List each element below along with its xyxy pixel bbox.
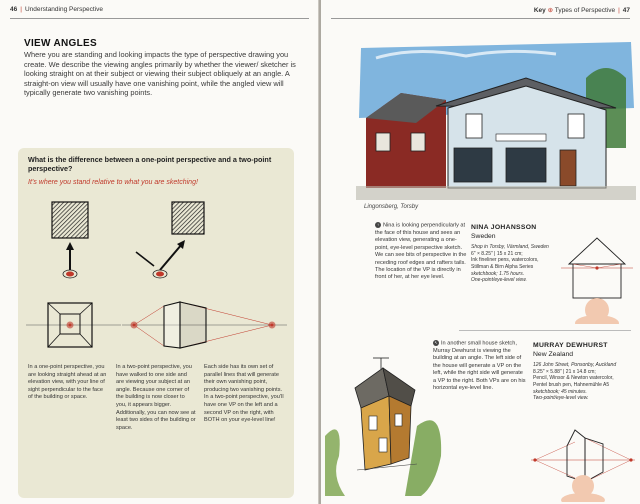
caption-murray xyxy=(433,340,527,392)
right-page-number: 47 xyxy=(622,7,630,14)
artist-murray-detail: Two-point/eye-level view. xyxy=(533,395,589,402)
artist-murray-country: New Zealand xyxy=(533,350,574,358)
artist-nina-country: Sweden xyxy=(471,232,496,240)
running-head-separator-right: | xyxy=(618,7,620,14)
artist-nina-detail: Stillman & Birn Alpha Series xyxy=(471,263,534,270)
caption-murray-text: In another small house sketch, Murray Dewhurst is viewing the building at an angle. The left side of the house will generate a VP on the left, while the right side will generate a VP to the right. Both VPs are on his horizontal eye-level line. xyxy=(433,340,526,391)
artist-murray-detail: 8.25" × 5.88" | 21 x 14.8 cm; xyxy=(533,368,596,375)
two-point-box-diagram xyxy=(122,298,287,353)
artist-nina-detail: One-point/eye-level view. xyxy=(471,277,527,284)
two-point-house-diagram xyxy=(531,420,635,502)
sketch-signature: Lingonsberg, Torsby xyxy=(364,204,419,210)
artist-nina-meta xyxy=(471,244,561,284)
right-header-rule xyxy=(331,18,630,19)
artist-nina-name: NINA JOHANSSON xyxy=(471,224,537,231)
artist-nina-detail: sketchbook; 1.75 hours. xyxy=(471,270,525,277)
artist-murray-detail: sketchbook; 45 minutes. xyxy=(533,388,587,395)
right-page xyxy=(321,0,640,504)
sidebar-column-1: In a one-point perspective, you are looking straight ahead at an elevation view, with your line of sight perpendicular to the face of the building or space. xyxy=(28,364,107,401)
section-title: VIEW ANGLES xyxy=(24,38,97,49)
caption-arrow-icon: ↑ xyxy=(377,222,379,227)
artist-nina xyxy=(471,224,561,284)
sidebar-box xyxy=(18,148,294,498)
left-page-number: 46 xyxy=(10,6,18,13)
right-running-head xyxy=(534,6,630,14)
sidebar-column-3: Each side has its own set of parallel lines that will generate their own vanishing point, producing two vanishing points. In a two-point perspective, you’ll have one VP on the left and a second VP on the right, with BOTH on your eye-level line! xyxy=(204,364,284,424)
left-page xyxy=(0,0,319,504)
artist-nina-location: Shop in Torsby, Värmland, Sweden xyxy=(471,244,549,251)
artist-murray-location: 126 John Street, Ponsonby, Auckland xyxy=(533,362,617,369)
caption-nina-text: Nina is looking perpendicularly at the face of this house and sees an elevation view, generating a one-point, eye-level perspective sketch. We can see bits of perspective in the receding roof edges and rafters tails. The location of the VP is directly in front of her, at her eye level. xyxy=(375,222,467,281)
shop-sketch-illustration xyxy=(356,38,636,213)
one-point-box-diagram xyxy=(26,298,121,353)
intro-paragraph: Where you are standing and looking impacts the type of perspective drawing you create. We describe the viewing angles primarily by whether the viewer/ sketcher is looking straight on at their subject or viewing their subject obliquely at an angle. A straight-on view will usually have one vanishing point, while the angled view will typically generate two vanishing points. xyxy=(24,50,296,98)
artist-nina-detail: Ink fineliner pens, watercolors, xyxy=(471,257,539,264)
two-point-viewer-diagram xyxy=(130,200,210,280)
one-point-house-diagram xyxy=(559,224,635,324)
artist-murray-detail: Pencil, Winsor & Newton watercolor, xyxy=(533,375,614,382)
one-point-viewer-diagram xyxy=(40,200,110,280)
left-running-head xyxy=(10,6,103,13)
artist-murray-detail: Pentel brush pen, Hahnemühle A5 xyxy=(533,381,610,388)
right-running-head-title: Types of Perspective xyxy=(554,7,616,14)
sidebar-question: What is the difference between a one-point perspective and a two-point perspective? xyxy=(28,155,272,173)
left-running-head-title: Understanding Perspective xyxy=(24,6,103,13)
running-head-separator: | xyxy=(20,6,22,13)
sidebar-column-2: In a two-point perspective, you have walked to one side and are viewing your subject at an angle. Because one corner of the building is now closer to you, it appears bigger. Additionally, you can now see at least two sides of the building or space. xyxy=(116,364,196,431)
section-divider xyxy=(459,330,631,331)
artist-murray xyxy=(533,342,633,402)
artist-nina-detail: 6" × 8.25" | 15 x 21 cm; xyxy=(471,250,523,257)
caption-nina xyxy=(375,222,469,282)
house-angle-sketch-illustration xyxy=(325,346,443,498)
artist-murray-meta xyxy=(533,362,633,402)
left-header-rule xyxy=(10,18,309,19)
sidebar-answer: It’s where you stand relative to what you are sketching! xyxy=(28,179,198,186)
caption-arrow-icon: ↖ xyxy=(434,340,438,345)
artist-murray-name: MURRAY DEWHURST xyxy=(533,342,608,349)
key-icon: ⊕ xyxy=(547,7,554,14)
running-head-key: Key xyxy=(533,7,546,14)
